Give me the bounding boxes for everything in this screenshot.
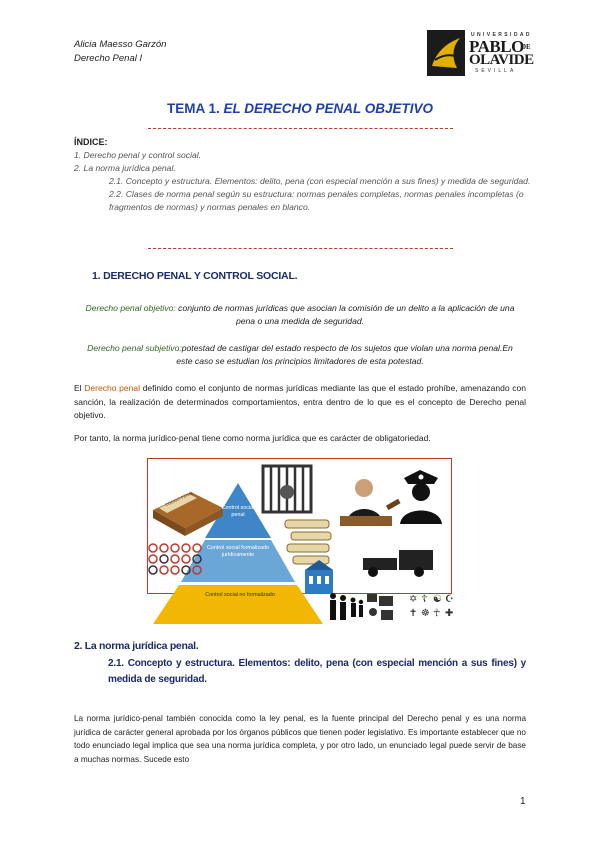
section2-paragraph: La norma jurídico-penal también conocida como la ley penal, es la fuente principal del Derecho penal y es una norma jurídica de carácter general aprobada por los órganos públicos que tienen poder legislativo. Es importante establecer que no todo enunciado legal implica que sea una norma jurídica completa, y por otro lado, un enunciado legal puede servir de base a muchas normas. Sucede esto xyxy=(74,714,526,764)
religion-symbols-icon xyxy=(409,594,454,619)
svg-text:✚: ✚ xyxy=(445,608,454,619)
definition-subjective xyxy=(80,342,520,368)
scrolls-icon xyxy=(285,520,331,564)
paragraph-definition xyxy=(74,382,526,423)
svg-text:☯: ☯ xyxy=(433,594,442,605)
definition-objective-term: Derecho penal objetivo: xyxy=(85,303,176,313)
family-icon xyxy=(330,593,363,620)
paragraph-text: El xyxy=(74,383,85,393)
svg-text:✝: ✝ xyxy=(409,608,418,619)
index-item: 2.1. Concepto y estructura. Elementos: delito, pena (con especial mención a sus fines) y medida de seguridad. xyxy=(109,176,531,186)
page-number: 1 xyxy=(520,796,526,807)
index-heading: ÍNDICE: xyxy=(74,137,108,147)
index-divider xyxy=(148,248,453,249)
definition-objective-text: conjunto de normas jurídicas que asocian la comisión de un delito a la aplicación de una pena o una medida de seguridad. xyxy=(175,303,515,326)
title-divider xyxy=(148,128,453,129)
definition-subjective-text: potestad de castigar del estado respecto de los sujetos que violan una norma penal.En este caso se estudian los principios limitadores de esta potestad. xyxy=(176,343,513,366)
logo-name-line2: OLAVIDE xyxy=(469,52,534,68)
tow-truck-icon xyxy=(363,550,433,577)
svg-text:☥: ☥ xyxy=(433,608,441,619)
index-item: 2. La norma jurídica penal. xyxy=(74,163,176,173)
title-subject: EL DERECHO PENAL OBJETIVO xyxy=(223,101,434,116)
index-item: 1. Derecho penal y control social. xyxy=(74,150,202,160)
logo-name-de: DE xyxy=(521,43,531,51)
media-icons xyxy=(367,594,393,620)
author-name: Alicia Maesso Garzón xyxy=(74,39,167,50)
paragraph-text: definido como el conjunto de normas jurídicas mediante las que el estado prohíbe, amenazando con sanción, la realización de determinados comportamientos, entra dentro de lo que es el concepto de Derecho penal objetivo. xyxy=(74,383,526,420)
section1-heading: 1. DERECHO PENAL Y CONTROL SOCIAL. xyxy=(92,270,298,282)
paragraph-obligation: Por tanto, la norma jurídico-penal tiene como norma jurídica que es carácter de obligatoriedad. xyxy=(74,433,431,443)
police-officer-icon xyxy=(400,470,442,524)
logo-name-line1: PABLO xyxy=(469,37,524,56)
definition-objective xyxy=(80,302,520,328)
svg-text:☸: ☸ xyxy=(421,608,430,619)
pyramid-base-label: Control social no formalizado xyxy=(205,592,275,598)
page-title xyxy=(0,101,600,116)
index-item: 2.2. Clases de norma penal según su estructura: normas penales completas, normas penales incompletas (o fragmentos de normas) y normas penales en blanco. xyxy=(109,189,524,212)
course-name: Derecho Penal I xyxy=(74,53,143,64)
definition-subjective-term: Derecho penal subjetivo: xyxy=(87,343,182,353)
university-logo xyxy=(427,30,539,76)
logo-city: SEVILLA xyxy=(475,68,517,74)
svg-text:☦: ☦ xyxy=(421,594,428,605)
index-block xyxy=(74,136,534,214)
logo-top-text: UNIVERSIDAD xyxy=(471,32,532,38)
pyramid-middle-label: Control social formalizado jurídicamente xyxy=(206,545,270,558)
svg-text:✡: ✡ xyxy=(409,594,418,605)
pyramid-top-label: Control social penal xyxy=(221,505,255,518)
svg-text:☪: ☪ xyxy=(445,594,454,605)
paragraph-term: Derecho penal xyxy=(84,383,140,393)
title-prefix: TEMA 1. xyxy=(166,101,220,116)
judge-icon xyxy=(340,479,401,526)
control-social-figure xyxy=(145,460,465,630)
section2-heading: 2. La norma jurídica penal. xyxy=(74,640,199,652)
book-label: CODIGO PENAL xyxy=(164,489,195,508)
prison-bars-icon xyxy=(263,466,311,512)
pyramid-base xyxy=(153,585,323,624)
section2-subheading: 2.1. Concepto y estructura. Elementos: delito, pena (con especial mención a sus fines) y medida de seguridad. xyxy=(108,658,526,685)
institution-building-icon xyxy=(305,560,333,594)
